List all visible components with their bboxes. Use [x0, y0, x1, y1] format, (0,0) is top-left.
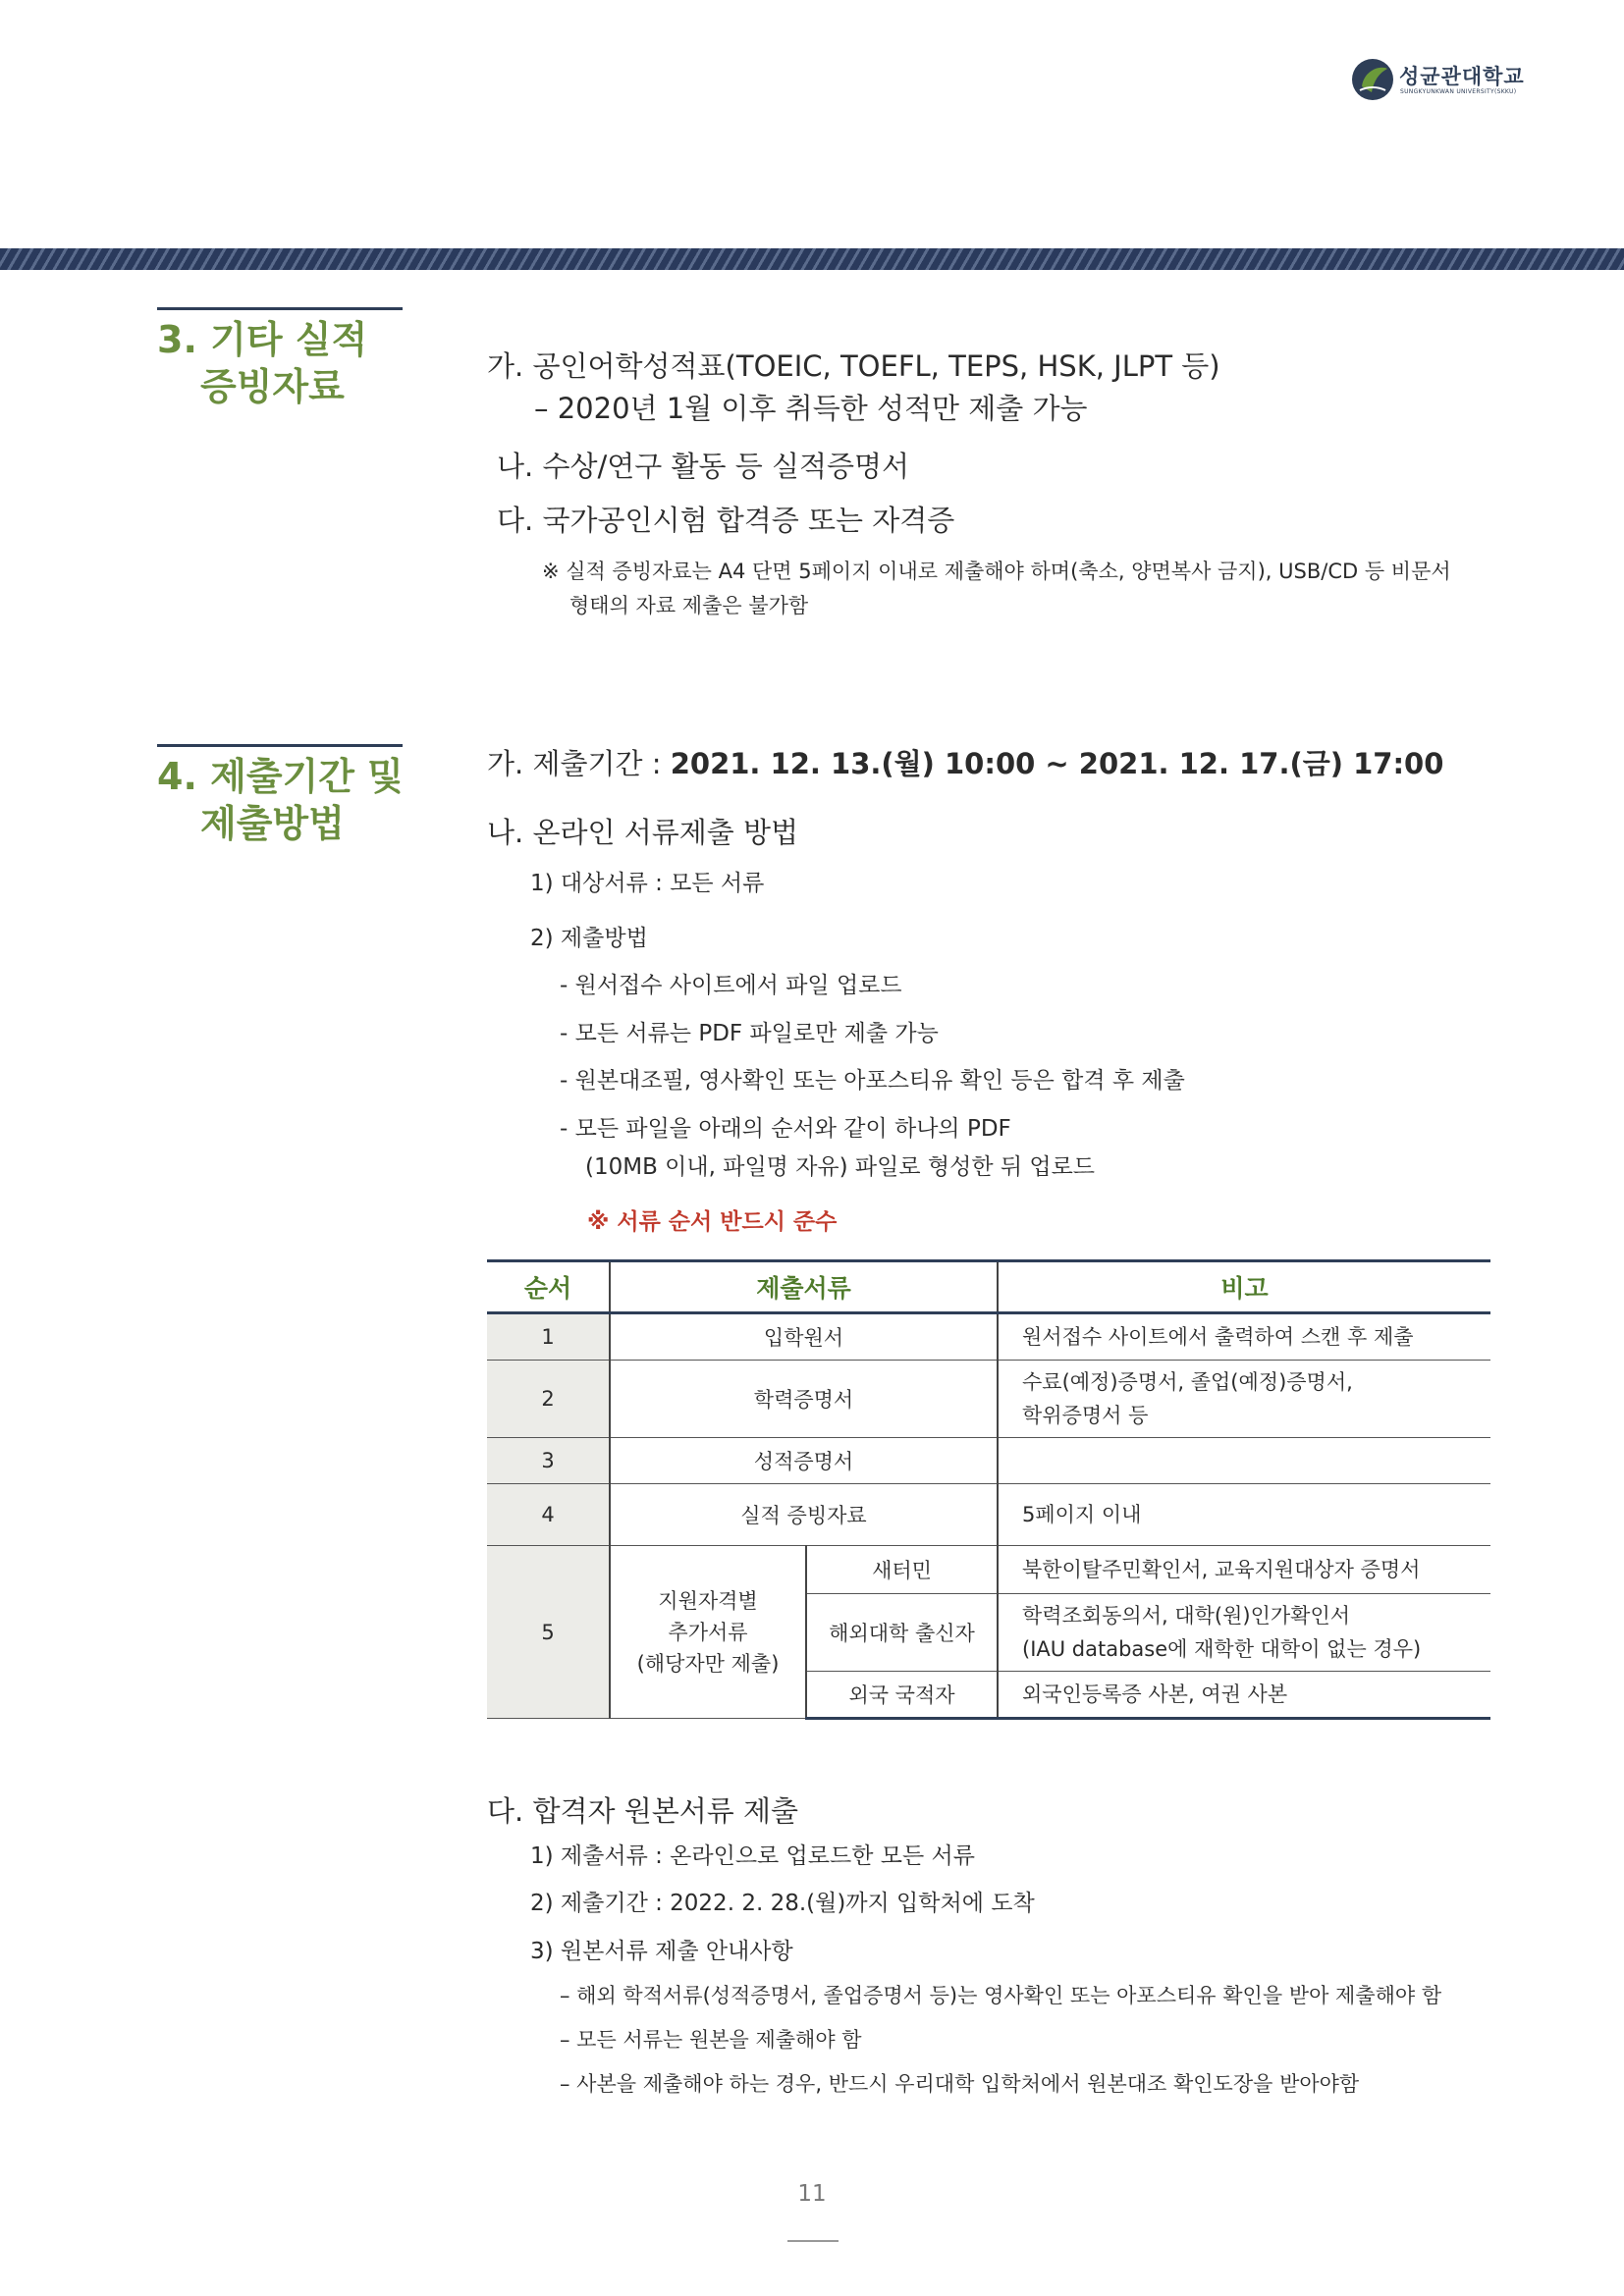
page-number-rule — [787, 2240, 839, 2242]
online-item-2c: - 원본대조필, 영사확인 또는 아포스티유 확인 등은 합격 후 제출 — [560, 1068, 1185, 1094]
table-row: 5 지원자격별 추가서류 (해당자만 제출) 새터민 북한이탈주민확인서, 교육지원대상자 증명서 — [487, 1546, 1490, 1594]
online-submission-title: 나. 온라인 서류제출 방법 — [487, 816, 799, 849]
university-logo — [1350, 57, 1546, 106]
logo-text: 성균관대학교 — [1399, 65, 1525, 88]
table-row: 2 학력증명서 수료(예정)증명서, 졸업(예정)증명서, 학위증명서 등 — [487, 1361, 1490, 1438]
online-item-2b: - 모든 서류는 PDF 파일로만 제출 가능 — [560, 1021, 939, 1046]
original-docs-item-3a: – 해외 학적서류(성적증명서, 졸업증명서 등)는 영사확인 또는 아포스티유 확인을 받아 제출해야 함 — [560, 1984, 1442, 2007]
section4-rule — [157, 744, 403, 747]
logo-subtext: SUNGKYUNKWAN UNIVERSITY(SKKU) — [1400, 88, 1517, 95]
table-header-row — [487, 1261, 1490, 1313]
table-row: 1 입학원서 원서접수 사이트에서 출력하여 스캔 후 제출 — [487, 1313, 1490, 1361]
online-item-2d-cont: (10MB 이내, 파일명 자유) 파일로 형성한 뒤 업로드 — [585, 1154, 1096, 1180]
header-remark: 비고 — [998, 1261, 1490, 1313]
section3-item-b: 나. 수상/연구 활동 등 실적증명서 — [497, 450, 910, 483]
original-docs-item-3: 3) 원본서류 제출 안내사항 — [530, 1939, 793, 1964]
section3-note-line1: ※ 실적 증빙자료는 A4 단면 5페이지 이내로 제출해야 하며(축소, 양면복사 금지), USB/CD 등 비문서 — [542, 560, 1451, 583]
online-item-2: 2) 제출방법 — [530, 926, 648, 951]
original-docs-item-1: 1) 제출서류 : 온라인으로 업로드한 모든 서류 — [530, 1843, 975, 1869]
online-item-2d: - 모든 파일을 아래의 순서와 같이 하나의 PDF — [560, 1116, 1011, 1142]
online-item-2a: - 원서접수 사이트에서 파일 업로드 — [560, 973, 902, 998]
section3-item-a-sub: – 2020년 1월 이후 취득한 성적만 제출 가능 — [534, 392, 1088, 425]
documents-table — [487, 1259, 1490, 1720]
table-row: 해외대학 출신자 학력조회동의서, 대학(원)인가확인서 (IAU database에 재학한 대학이 없는 경우) — [487, 1594, 1490, 1672]
section3-title: 3. 기타 실적 증빙자료 — [157, 318, 368, 408]
section3-item-a: 가. 공인어학성적표(TOEIC, TOEFL, TEPS, HSK, JLPT 등) — [487, 349, 1220, 383]
table-row: 3 성적증명서 — [487, 1438, 1490, 1484]
submission-period: 가. 제출기간 : 2021. 12. 13.(월) 10:00 ~ 2021. 12. 17.(금) 17:00 — [487, 747, 1444, 780]
original-docs-item-3c: – 사본을 제출해야 하는 경우, 반드시 우리대학 입학처에서 원본대조 확인도장을 받아야함 — [560, 2072, 1360, 2096]
page-number: 11 — [797, 2181, 827, 2207]
original-docs-title: 다. 합격자 원본서류 제출 — [487, 1794, 799, 1828]
online-item-1: 1) 대상서류 : 모든 서류 — [530, 871, 765, 896]
section4-title: 4. 제출기간 및 제출방법 — [157, 755, 404, 845]
section3-rule — [157, 307, 403, 310]
order-notice: ※ 서류 순서 반드시 준수 — [587, 1209, 838, 1235]
section3-note-line2: 형태의 자료 제출은 불가함 — [569, 594, 809, 617]
table-row: 외국 국적자 외국인등록증 사본, 여권 사본 — [487, 1672, 1490, 1719]
header-order: 순서 — [487, 1261, 610, 1313]
skku-emblem-icon — [1350, 57, 1395, 102]
header-document: 제출서류 — [610, 1261, 998, 1313]
header-band — [0, 248, 1624, 270]
original-docs-item-2: 2) 제출기간 : 2022. 2. 28.(월)까지 입학처에 도착 — [530, 1891, 1035, 1916]
original-docs-item-3b: – 모든 서류는 원본을 제출해야 함 — [560, 2028, 862, 2052]
table-row: 4 실적 증빙자료 5페이지 이내 — [487, 1484, 1490, 1546]
section3-item-c: 다. 국가공인시험 합격증 또는 자격증 — [497, 504, 955, 537]
